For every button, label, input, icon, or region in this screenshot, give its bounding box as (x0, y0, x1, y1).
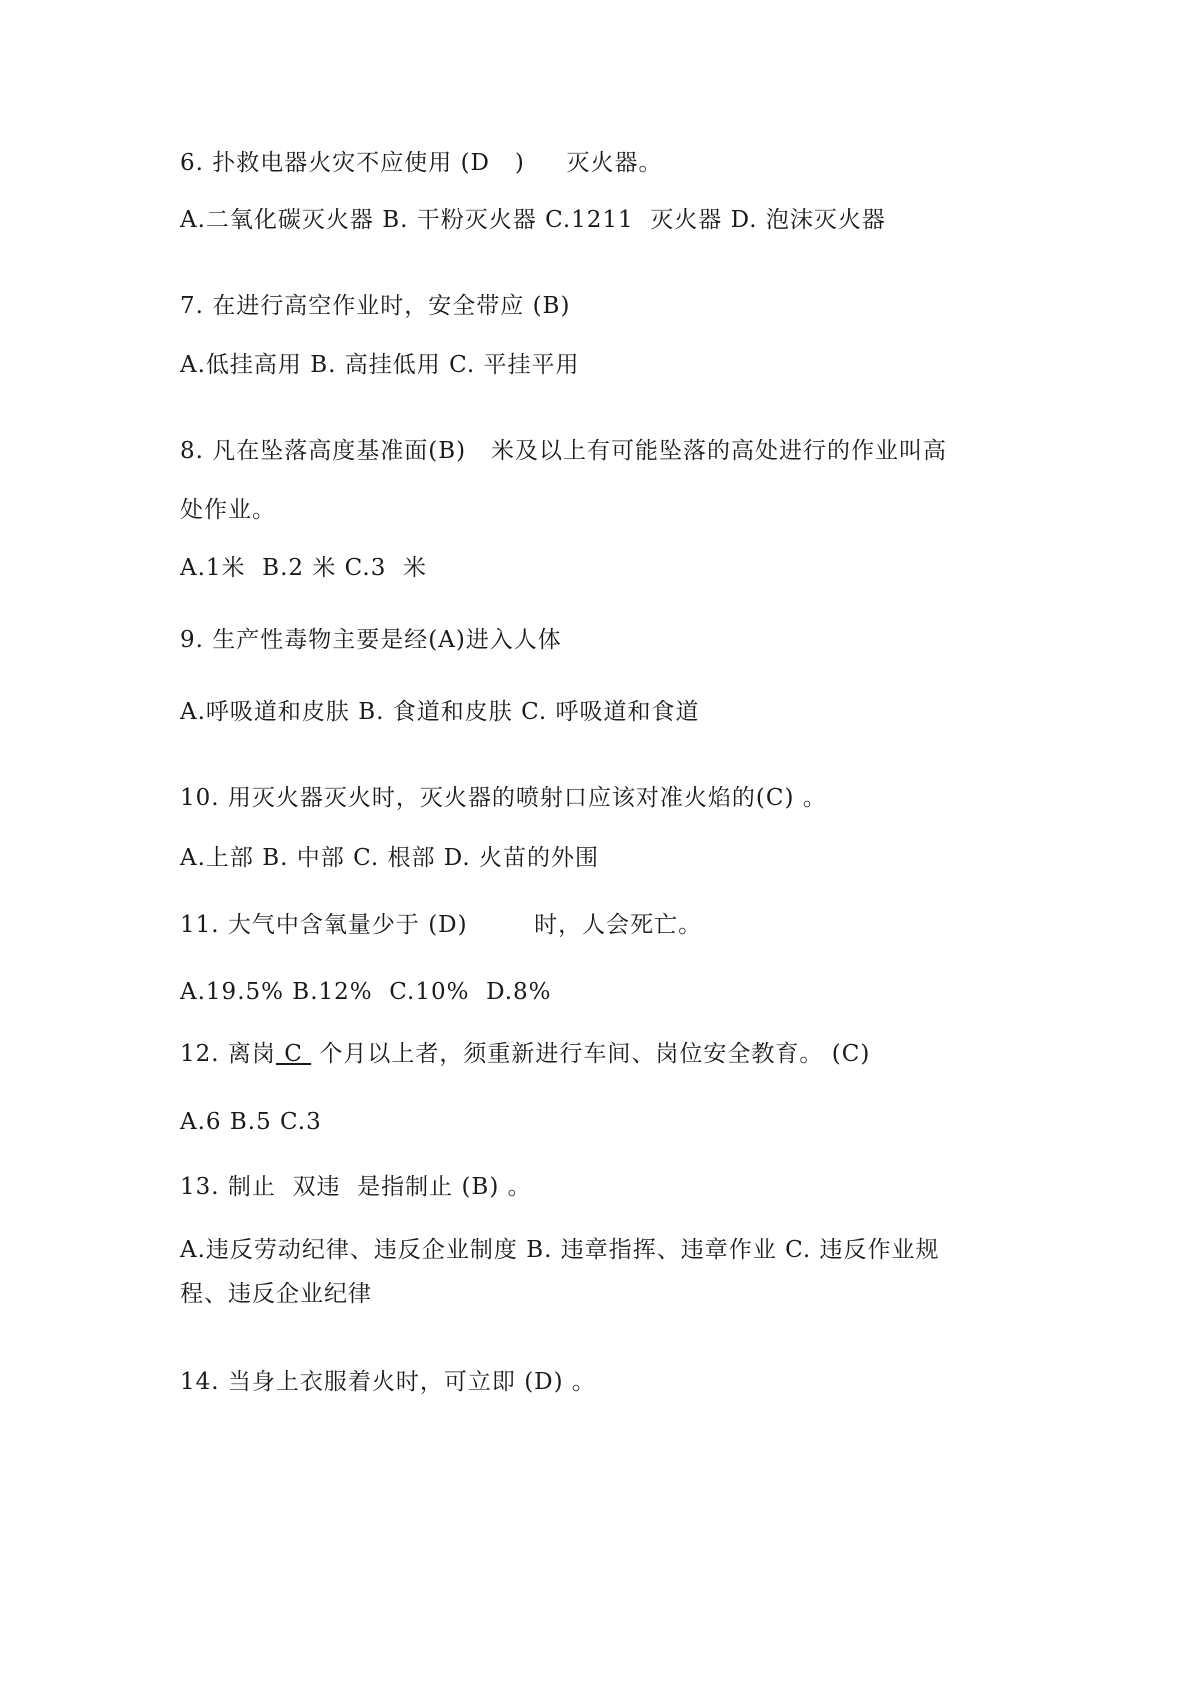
question-10-stem: 10. 用灭火器灭火时，灭火器的喷射口应该对准火焰的(C) 。 (180, 785, 827, 811)
question-12-blank: C (275, 1041, 312, 1067)
question-10-options: A.上部 B. 中部 C. 根部 D. 火苗的外围 (180, 845, 600, 871)
question-12-stem (180, 1039, 1020, 1069)
question-8-options: A.1米 B.2 米 C.3 米 (180, 555, 427, 581)
question-6-options: A.二氧化碳灭火器 B. 干粉灭火器 C.1211 灭火器 D. 泡沫灭火器 (180, 207, 886, 233)
question-8-stem-continued: 处作业。 (180, 497, 276, 523)
question-13-options-continued: 程、违反企业纪律 (180, 1281, 372, 1307)
question-13-stem: 13. 制止 双违 是指制止 (B) 。 (180, 1174, 532, 1200)
question-11-stem: 11. 大气中含氧量少于 (D) 时，人会死亡。 (180, 912, 703, 938)
question-9-stem: 9. 生产性毒物主要是经(A)进入人体 (180, 627, 562, 653)
question-6-stem: 6. 扑救电器火灾不应使用 (D ) 灭火器。 (180, 150, 663, 176)
question-9-options: A.呼吸道和皮肤 B. 食道和皮肤 C. 呼吸道和食道 (180, 699, 700, 725)
question-14-stem: 14. 当身上衣服着火时，可立即 (D) 。 (180, 1369, 596, 1395)
question-12-stem-prefix: 12. 离岗 (180, 1041, 276, 1067)
question-11-options: A.19.5% B.12% C.10% D.8% (180, 979, 552, 1005)
question-13-options: A.违反劳动纪律、违反企业制度 B. 违章指挥、违章作业 C. 违反作业规 (180, 1237, 940, 1263)
question-8-stem: 8. 凡在坠落高度基准面(B) 米及以上有可能坠落的高处进行的作业叫高 (180, 438, 948, 464)
question-12-options: A.6 B.5 C.3 (180, 1109, 322, 1135)
question-7-stem: 7. 在进行高空作业时，安全带应 (B) (180, 293, 571, 319)
question-12-stem-suffix: 个月以上者，须重新进行车间、岗位安全教育。 (C) (311, 1041, 871, 1067)
question-7-options: A.低挂高用 B. 高挂低用 C. 平挂平用 (180, 352, 580, 378)
